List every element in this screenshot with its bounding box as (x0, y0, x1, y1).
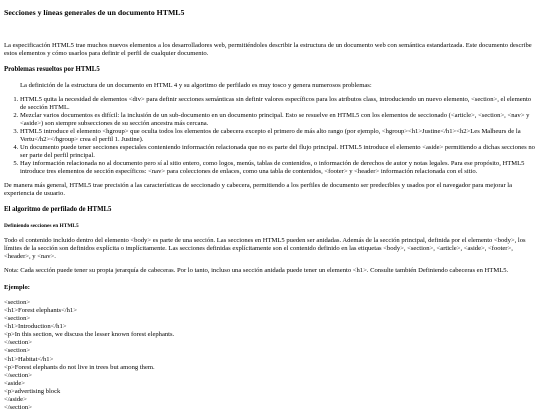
code-line: </aside> (4, 395, 27, 403)
problems-heading: Problemas resueltos por HTML5 (4, 65, 100, 73)
code-line: <section> (4, 347, 31, 355)
code-line: </section> (4, 403, 32, 411)
list-item: 4. Un documento puede tener secciones especiales conteniendo información relacionada que no es parte del flujo principal. HTML5 introduce el elemento <aside> permitiendo a dichas secciones no ser parte del perfil principal. (20, 144, 536, 160)
code-line: <h1>Forest elephants</h1> (4, 307, 77, 315)
problems-list (4, 96, 536, 176)
code-line: <p>advertising block (4, 387, 61, 395)
code-example (4, 299, 536, 411)
sections-body: Todo el contenido incluido dentro del elemento <body> es parte de una sección. Las secciones en HTML5 pueden ser anidadas. Además de la sección principal, definida por el elemento <body>, los límites de la sección son definidos explícita o implícitamente. Las secciones definidas explícitamente son el contenido definido en las etiquetas <body>, <section>, <article>, <aside>, <footer>, <header>, y <nav>. (4, 237, 526, 261)
code-line: <h1>Habitat</h1> (4, 355, 54, 363)
code-line: <section> (4, 299, 31, 307)
sections-subheading: Definiendo secciones en HTML5 (4, 222, 79, 229)
list-item: 1. HTML5 quita la necesidad de elementos <div> para definir secciones semánticas sin definir valores específicos para los atributos class, introduciendo un nuevo elemento, <section>, el elemento de sección HTML. (20, 96, 536, 112)
list-item: 2. Mezclar varios documentos es difícil: la inclusión de un sub-documento en un documento principal. Esto se resuelve en HTML5 con los elementos de seccionado (<article>, <section>, <nav> y <aside>) son siempre subsecciones de su sección ancestra más cercana. (20, 112, 536, 128)
note-paragraph: Nota: Cada sección puede tener su propia jerarquía de cabeceras. Por lo tanto, incluso una sección anidada puede tener un elemento <h1>. Consulte también Definiendo cabeceras en HTML5. (4, 267, 509, 275)
code-line: <p>In this section, we discuss the lesser known forest elephants. (4, 331, 175, 339)
example-label: Ejemplo: (4, 284, 31, 292)
code-line: <p>Forest elephants do not live in trees but among them. (4, 363, 155, 371)
problems-quote: La definición de la estructura de un documento en HTML 4 y su algoritmo de perfilado es muy tosco y genera numerosos problemas: (20, 81, 372, 89)
list-item: 5. Hay información relacionada no al documento pero sí al sitio entero, como logos, menús, tablas de contenidos, o información de derechos de autor y notas legales. Para ese propósito, HTML5 introduce tres elementos de sección específicos: <nav> para colecciones de enlaces, como una tabla de contenidos, <footer> y <header> información relacionada con el sitio. (20, 160, 536, 176)
algorithm-heading: El algoritmo de perfilado de HTML5 (4, 206, 112, 214)
conclusion-paragraph: De manera más general, HTML5 trae precisión a las características de seccionado y cabecera, permitiendo a los perfiles de documento ser predecibles y usados por el navegador para mejorar la experiencia de usuario. (4, 182, 513, 198)
code-line: <h1>Introduction</h1> (4, 323, 67, 331)
code-line: <aside> (4, 379, 25, 387)
code-line: </section> (4, 371, 32, 379)
code-line: </section> (4, 339, 32, 347)
intro-paragraph: La especificación HTML5 trae muchos nuevos elementos a los desarrolladores web, permitiéndoles describir la estructura de un documento web con semántica estandarizada. Este documento describe estos elementos y cómo usarlos para definir el perfil de cualquier documento. (4, 41, 532, 57)
page-title: Secciones y líneas generales de un documento HTML5 (4, 8, 185, 17)
code-line: <section> (4, 315, 31, 323)
list-item: 3. HTML5 introduce el elemento <hgroup> que oculta todos los elementos de cabecera excepto el primero de más alto rango (por ejemplo, <hgroup><h1>Justine</h1><h2>Les Malheurs de la Vertu</h2></hgroup> crea el perfil 1. Justine). (20, 128, 536, 144)
